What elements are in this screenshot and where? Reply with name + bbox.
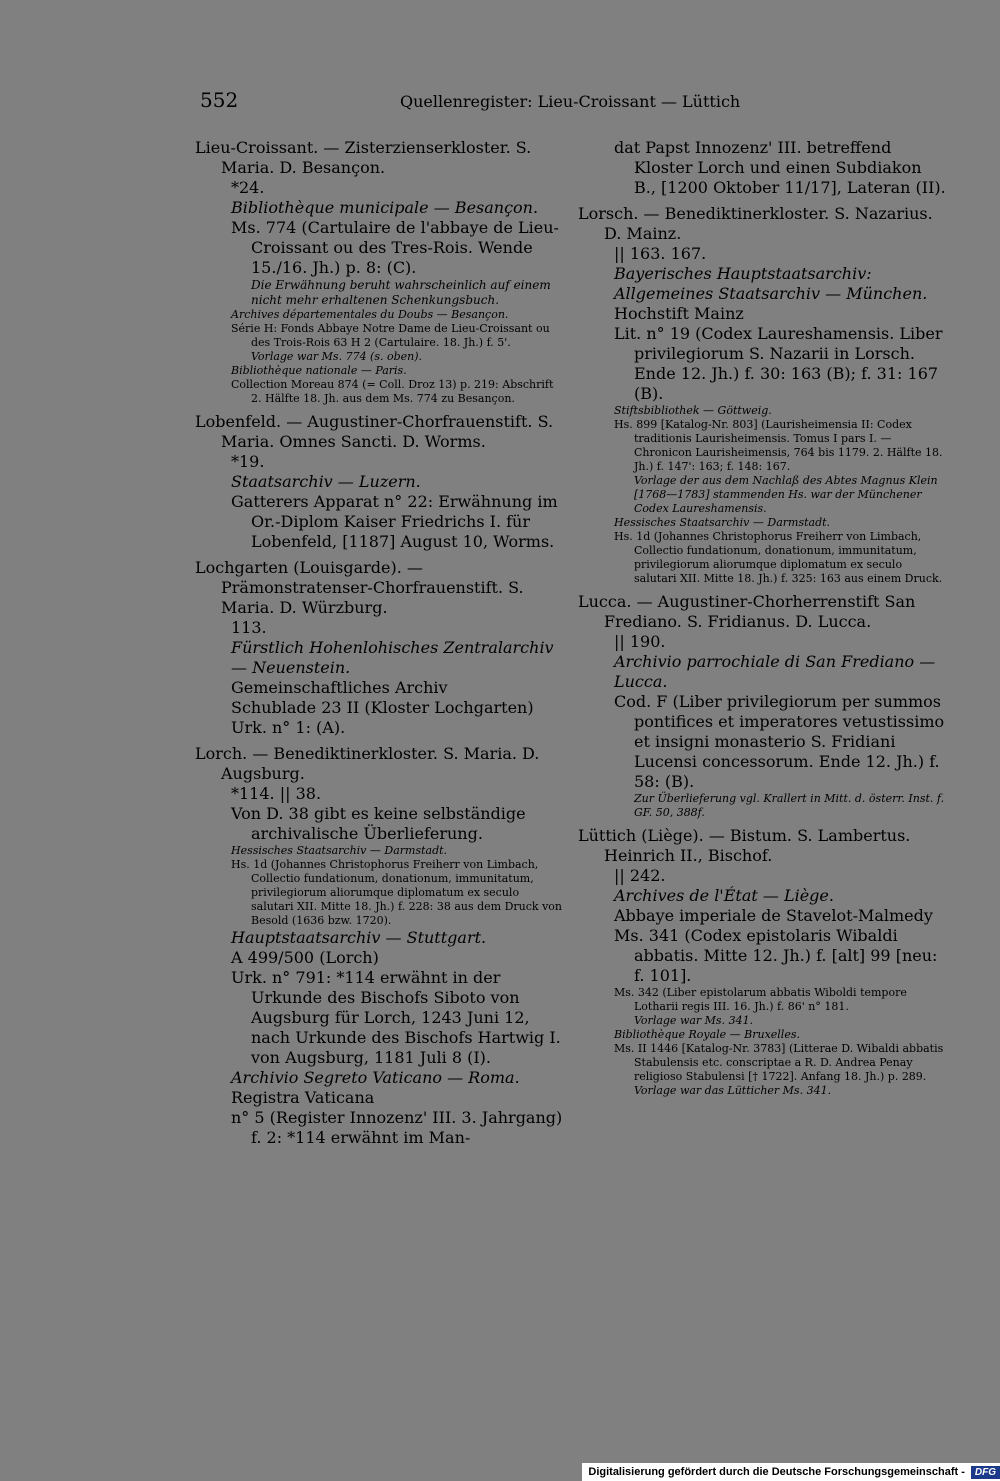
shelfmark: Collection Moreau 874 (= Coll. Droz 13) p. 219: Abschrift 2. Hälfte 18. Jh. aus dem Ms. 774 zu Besançon. xyxy=(231,378,554,405)
register-entry xyxy=(578,826,948,1098)
footnote: Vorlage der aus dem Nachlaß des Abtes Magnus Klein [1768—1783] stammenden Hs. war der Münchener Codex Laureshamensis. xyxy=(634,474,938,515)
shelfmark: Série H: Fonds Abbaye Notre Dame de Lieu-Croissant ou des Trois-Rois 63 H 2 (Cartulaire. 18. Jh.) f. 5'. xyxy=(231,322,550,349)
entry-sigil: || 190. xyxy=(614,632,666,651)
archive-name: Archives départementales du Doubs — Besançon. xyxy=(231,308,509,321)
fonds-line: Registra Vaticana xyxy=(231,1088,375,1107)
entry-sigil: 113. xyxy=(231,618,267,637)
footnote: Die Erwähnung beruht wahrscheinlich auf einem nicht mehr erhaltenen Schenkungsbuch. xyxy=(251,278,551,307)
archive-name: Bibliothèque municipale — Besançon. xyxy=(231,198,539,217)
shelfmark: Abbaye imperiale de Stavelot-Malmedy xyxy=(614,906,933,925)
running-title: Quellenregister: Lieu-Croissant — Lüttich xyxy=(400,92,741,111)
entry-sigil: *114. || 38. xyxy=(231,784,322,803)
archive-name: Archivio parrochiale di San Frediano — Lucca. xyxy=(614,652,936,691)
shelfmark: Hs. 1d (Johannes Christophorus Freiherr von Limbach, Collectio fundationum, donationum, immunitatum, privilegiorum aliorumque diplomatum ex seculo salutari XII. Mitte 18. Jh.) f. 325: 163 aus einem Druck. xyxy=(614,530,943,585)
footer-text: Digitalisierung gefördert durch die Deutsche Forschungsgemeinschaft - xyxy=(588,1466,965,1478)
archive-name: Hauptstaatsarchiv — Stuttgart. xyxy=(231,928,487,947)
entry-heading: Lochgarten (Louisgarde). — Prämonstratenser-Chorfrauenstift. S. Maria. D. Würzburg. xyxy=(195,558,524,617)
shelfmark: Urk. n° 791: *114 erwähnt in der Urkunde des Bischofs Siboto von Augsburg für Lorch, 1243 Juni 12, nach Urkunde des Bischofs Hartwig I. von Augsburg, 1181 Juli 8 (I). xyxy=(231,968,561,1067)
register-entry xyxy=(195,138,565,406)
shelfmark: Ms. 342 (Liber epistolarum abbatis Wiboldi tempore Lotharii regis III. 16. Jh.) f. 86' n° 181. xyxy=(614,986,907,1013)
footnote: Vorlage war Ms. 341. xyxy=(634,1014,754,1027)
right-column xyxy=(578,138,948,1104)
entry-heading: Lieu-Croissant. — Zisterzienserkloster. S. Maria. D. Besançon. xyxy=(195,138,532,177)
shelfmark: Gatterers Apparat n° 22: Erwähnung im Or.-Diplom Kaiser Friedrichs I. für Lobenfeld, [1187] August 10, Worms. xyxy=(231,492,558,551)
archive-name: Archives de l'État — Liège. xyxy=(614,886,834,905)
archive-name: Stiftsbibliothek — Göttweig. xyxy=(614,404,772,417)
archive-name: Staatsarchiv — Luzern. xyxy=(231,472,421,491)
fonds-line: Gemeinschaftliches Archiv xyxy=(231,678,448,697)
archive-name: Hessisches Staatsarchiv — Darmstadt. xyxy=(231,844,448,857)
entry-heading: Lorsch. — Benediktinerkloster. S. Nazarius. D. Mainz. xyxy=(578,204,933,243)
page-header xyxy=(200,88,760,118)
shelfmark: Ms. 341 (Codex epistolaris Wibaldi abbatis. Mitte 12. Jh.) f. [alt] 99 [neu: f. 101]. xyxy=(614,926,938,985)
footnote: Zur Überlieferung vgl. Krallert in Mitt. d. österr. Inst. f. GF. 50, 388f. xyxy=(634,792,945,819)
register-entry xyxy=(578,138,948,198)
archive-name: Fürstlich Hohenlohisches Zentralarchiv — Neuenstein. xyxy=(231,638,554,677)
shelfmark: n° 5 (Register Innozenz' III. 3. Jahrgang) f. 2: *114 erwähnt im Man- xyxy=(231,1108,563,1147)
shelfmark: Lit. n° 19 (Codex Laureshamensis. Liber privilegiorum S. Nazarii in Lorsch. Ende 12. Jh.) f. 30: 163 (B); f. 31: 167 (B). xyxy=(614,324,943,403)
register-entry xyxy=(578,204,948,586)
fonds-line: Urk. n° 1: (A). xyxy=(231,718,346,737)
register-entry xyxy=(195,412,565,552)
fonds-line: Hochstift Mainz xyxy=(614,304,744,323)
shelfmark: Hs. 899 [Katalog-Nr. 803] (Laurisheimensia II: Codex traditionis Laurisheimensis. Tomus I pars I. — Chronicon Laurisheimensis, 764 bis 1179. 2. Hälfte 18. Jh.) f. 147': 163; f. 148: 167. xyxy=(614,418,943,473)
shelfmark: Ms. II 1446 [Katalog-Nr. 3783] (Litterae D. Wibaldi abbatis Stabulensis etc. conscriptae a R. D. Andrea Penay religioso Stabulensi [† 1722]. Anfang 18. Jh.) p. 289. xyxy=(614,1042,944,1083)
page-number: 552 xyxy=(200,88,239,112)
footnote: Vorlage war das Lütticher Ms. 341. xyxy=(634,1084,832,1097)
archive-name: Bayerisches Hauptstaatsarchiv: Allgemeines Staatsarchiv — München. xyxy=(614,264,928,303)
shelfmark: Ms. 774 (Cartulaire de l'abbaye de Lieu-Croissant ou des Tres-Rois. Wende 15./16. Jh.) p. 8: (C). xyxy=(231,218,559,277)
entry-heading: Lucca. — Augustiner-Chorherrenstift San Frediano. S. Fridianus. D. Lucca. xyxy=(578,592,916,631)
shelfmark: Von D. 38 gibt es keine selbständige archivalische Überlieferung. xyxy=(231,804,526,843)
footer-credit xyxy=(582,1463,1000,1481)
archive-name: Hessisches Staatsarchiv — Darmstadt. xyxy=(614,516,831,529)
archive-name: Bibliothèque nationale — Paris. xyxy=(231,364,407,377)
register-entry xyxy=(195,744,565,1148)
shelfmark: Hs. 1d (Johannes Christophorus Freiherr von Limbach, Collectio fundationum, donationum, immunitatum, privilegiorum aliorumque diplomatum ex seculo salutari XII. Mitte 18. Jh.) f. 228: 38 aus dem Druck von Besold (1636 bzw. 1720). xyxy=(231,858,563,927)
entry-sigil: *19. xyxy=(231,452,265,471)
fonds-line: Schublade 23 II (Kloster Lochgarten) xyxy=(231,698,534,717)
continued-text: dat Papst Innozenz' III. betreffend Kloster Lorch und einen Subdiakon B., [1200 Oktober 11/17], Lateran (II). xyxy=(614,138,946,197)
archive-name: Bibliothèque Royale — Bruxelles. xyxy=(614,1028,800,1041)
fonds-line: A 499/500 (Lorch) xyxy=(231,948,379,967)
entry-sigil: *24. xyxy=(231,178,265,197)
shelfmark: Cod. F (Liber privilegiorum per summos pontifices et imperatores vetustissimo et insigni monasterio S. Fridiani Lucensi concessorum. Ende 12. Jh.) f. 58: (B). xyxy=(614,692,945,791)
left-column xyxy=(195,138,565,1154)
register-entry xyxy=(195,558,565,738)
entry-sigil: || 242. xyxy=(614,866,666,885)
entry-heading: Lorch. — Benediktinerkloster. S. Maria. D. Augsburg. xyxy=(195,744,540,783)
register-entry xyxy=(578,592,948,820)
entry-heading: Lobenfeld. — Augustiner-Chorfrauenstift. S. Maria. Omnes Sancti. D. Worms. xyxy=(195,412,554,451)
entry-heading: Lüttich (Liège). — Bistum. S. Lambertus. Heinrich II., Bischof. xyxy=(578,826,911,865)
dfg-logo: DFG xyxy=(971,1466,1000,1479)
entry-sigil: || 163. 167. xyxy=(614,244,707,263)
footnote: Vorlage war Ms. 774 (s. oben). xyxy=(251,350,423,363)
archive-name: Archivio Segreto Vaticano — Roma. xyxy=(231,1068,520,1087)
